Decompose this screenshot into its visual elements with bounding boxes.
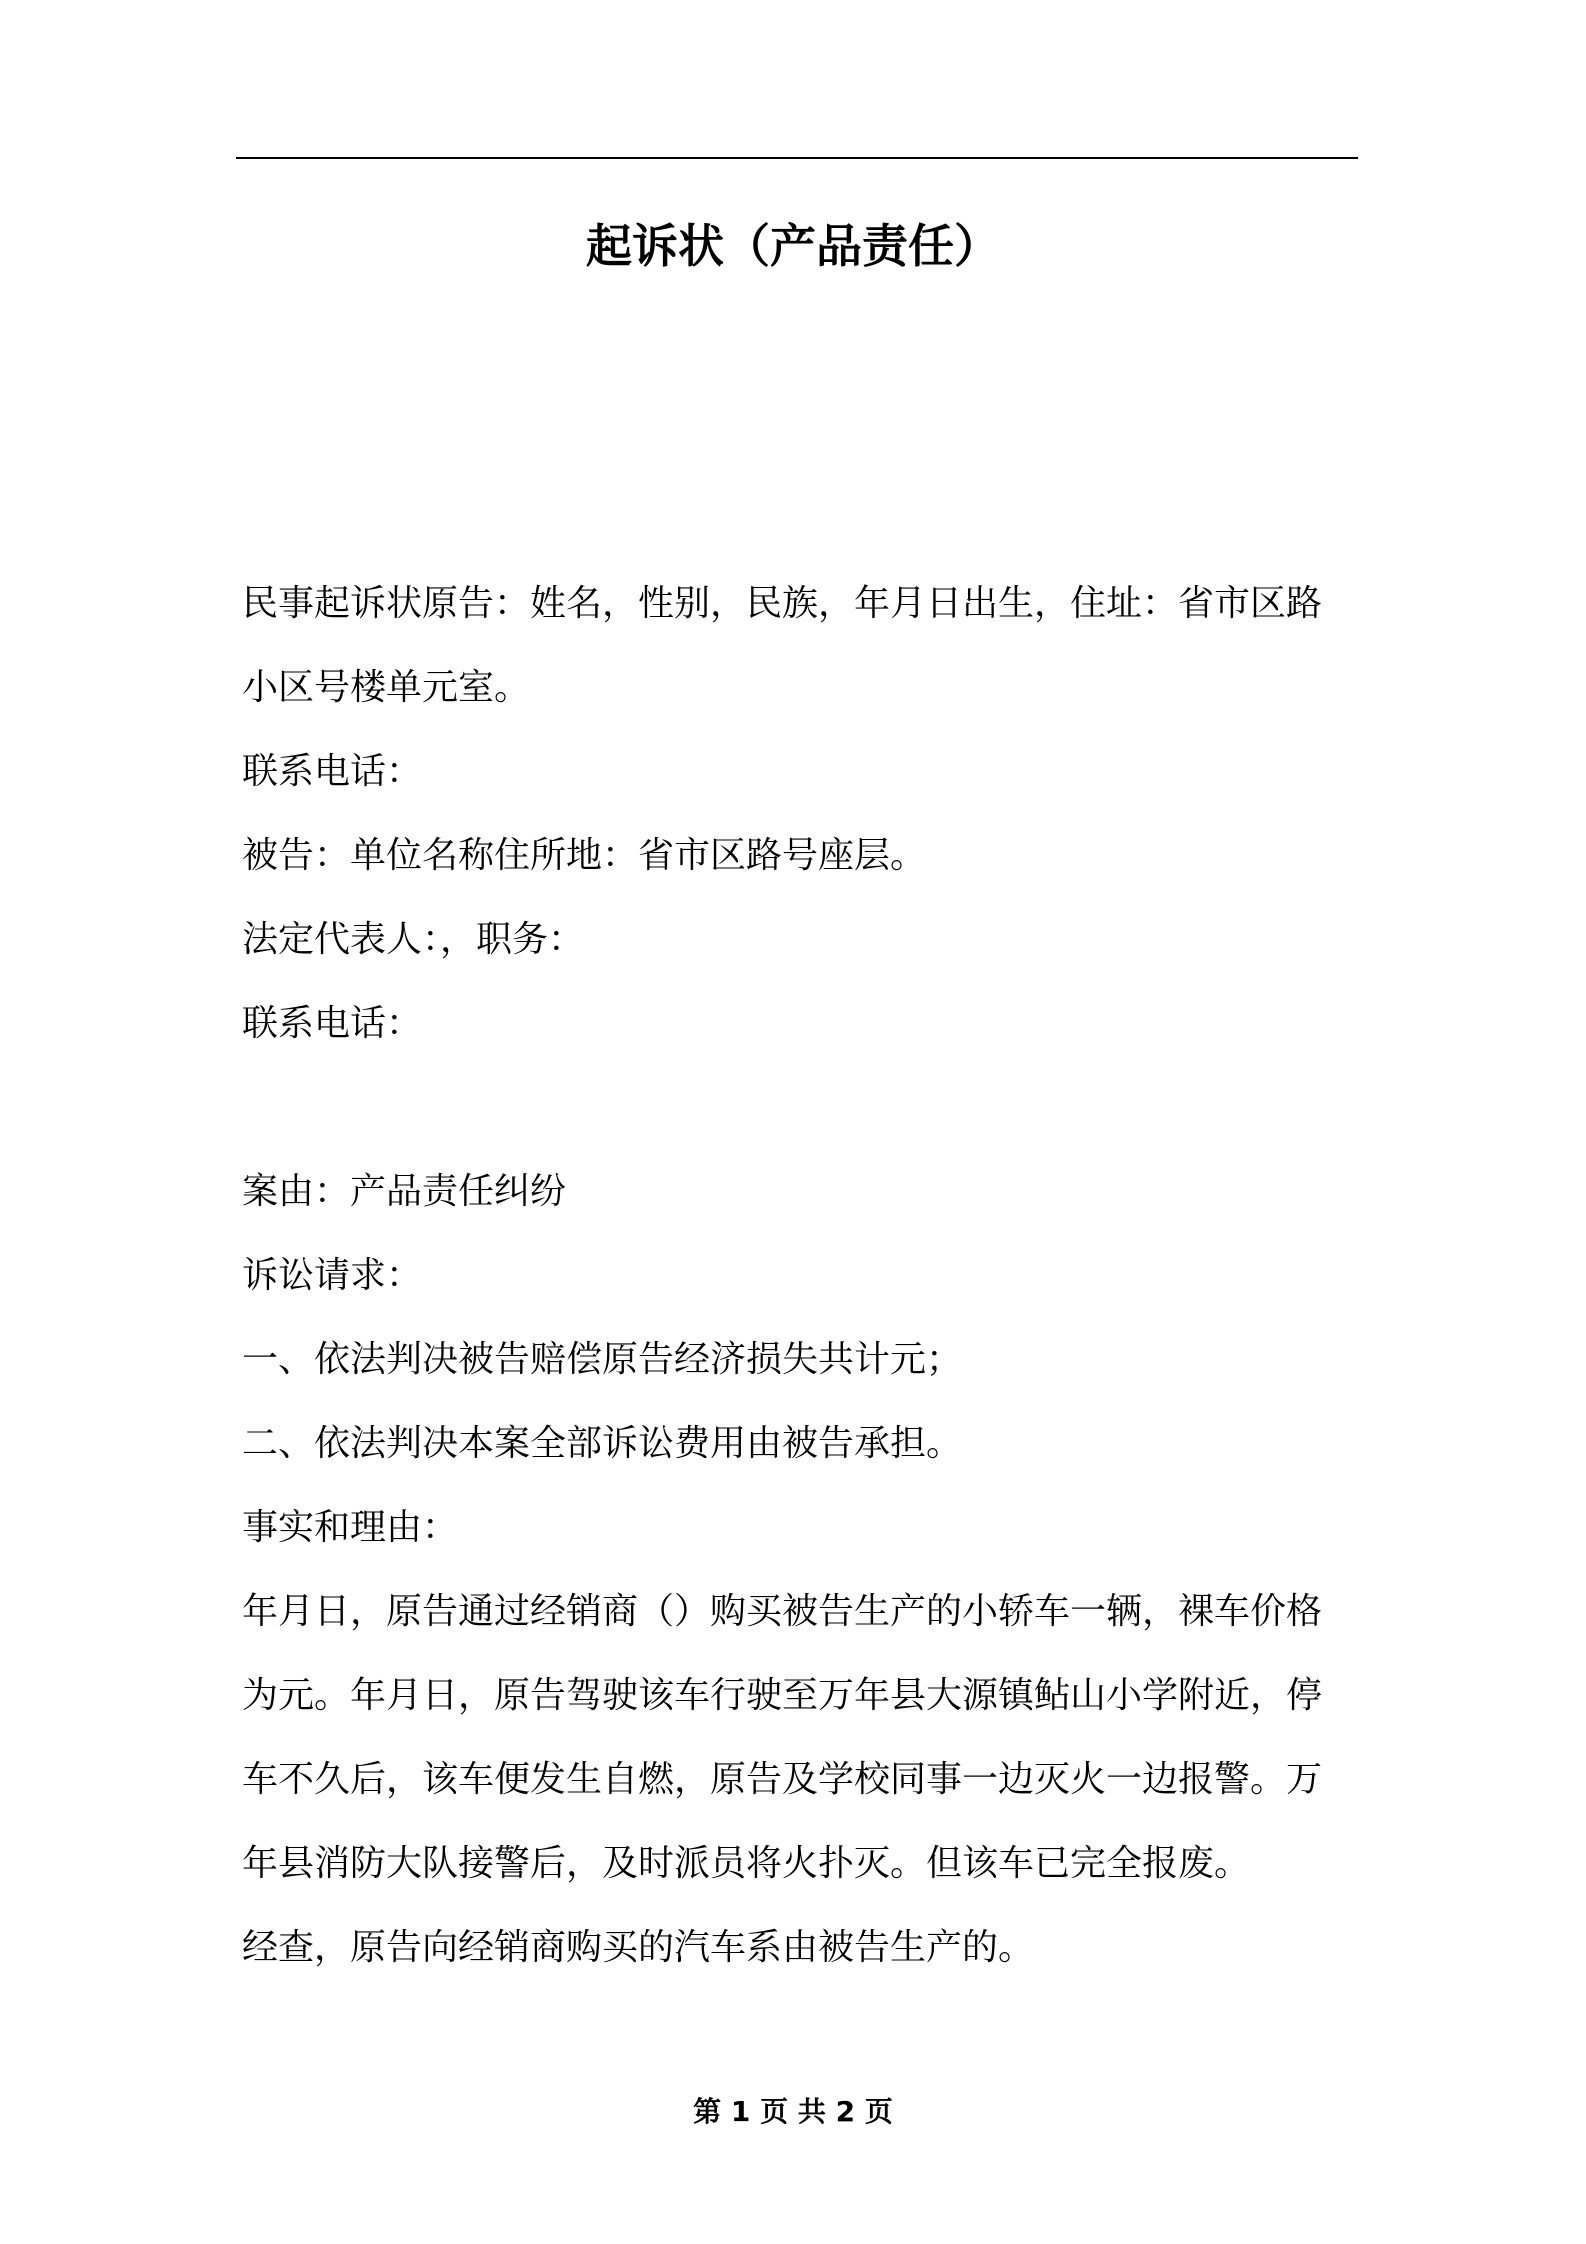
document-title: 起诉状（产品责任） <box>586 219 1000 273</box>
facts-line-2: 为元。年月日，原告驾驶该车行驶至万年县大源镇鲇山小学附近，停 <box>242 1675 1323 1716</box>
plaintiff-phone: 联系电话： <box>242 751 423 792</box>
claim-2: 二、依法判决本案全部诉讼费用由被告承担。 <box>242 1423 963 1464</box>
claim-1: 一、依法判决被告赔偿原告经济损失共计元； <box>242 1339 963 1380</box>
plaintiff-line-2: 小区号楼单元室。 <box>242 667 531 708</box>
legal-representative-line: 法定代表人：，职务： <box>242 919 585 960</box>
defendant-line: 被告：单位名称住所地：省市区路号座层。 <box>242 835 927 876</box>
facts-line-3: 车不久后，该车便发生自燃，原告及学校同事一边灭火一边报警。万 <box>242 1759 1323 1800</box>
defendant-phone: 联系电话： <box>242 1003 423 1044</box>
claims-heading: 诉讼请求： <box>242 1255 423 1296</box>
facts-line-1: 年月日，原告通过经销商（）购买被告生产的小轿车一辆，裸车价格 <box>242 1591 1323 1632</box>
facts-heading: 事实和理由： <box>242 1507 459 1548</box>
header-rule <box>236 157 1358 159</box>
plaintiff-line-1: 民事起诉状原告：姓名，性别，民族，年月日出生，住址：省市区路 <box>242 583 1323 624</box>
case-cause: 案由：产品责任纠纷 <box>242 1171 567 1212</box>
page-footer: 第 1 页 共 2 页 <box>693 2095 893 2128</box>
facts-line-5: 经查，原告向经销商购买的汽车系由被告生产的。 <box>242 1927 1035 1968</box>
facts-line-4: 年县消防大队接警后，及时派员将火扑灭。但该车已完全报废。 <box>242 1843 1251 1884</box>
